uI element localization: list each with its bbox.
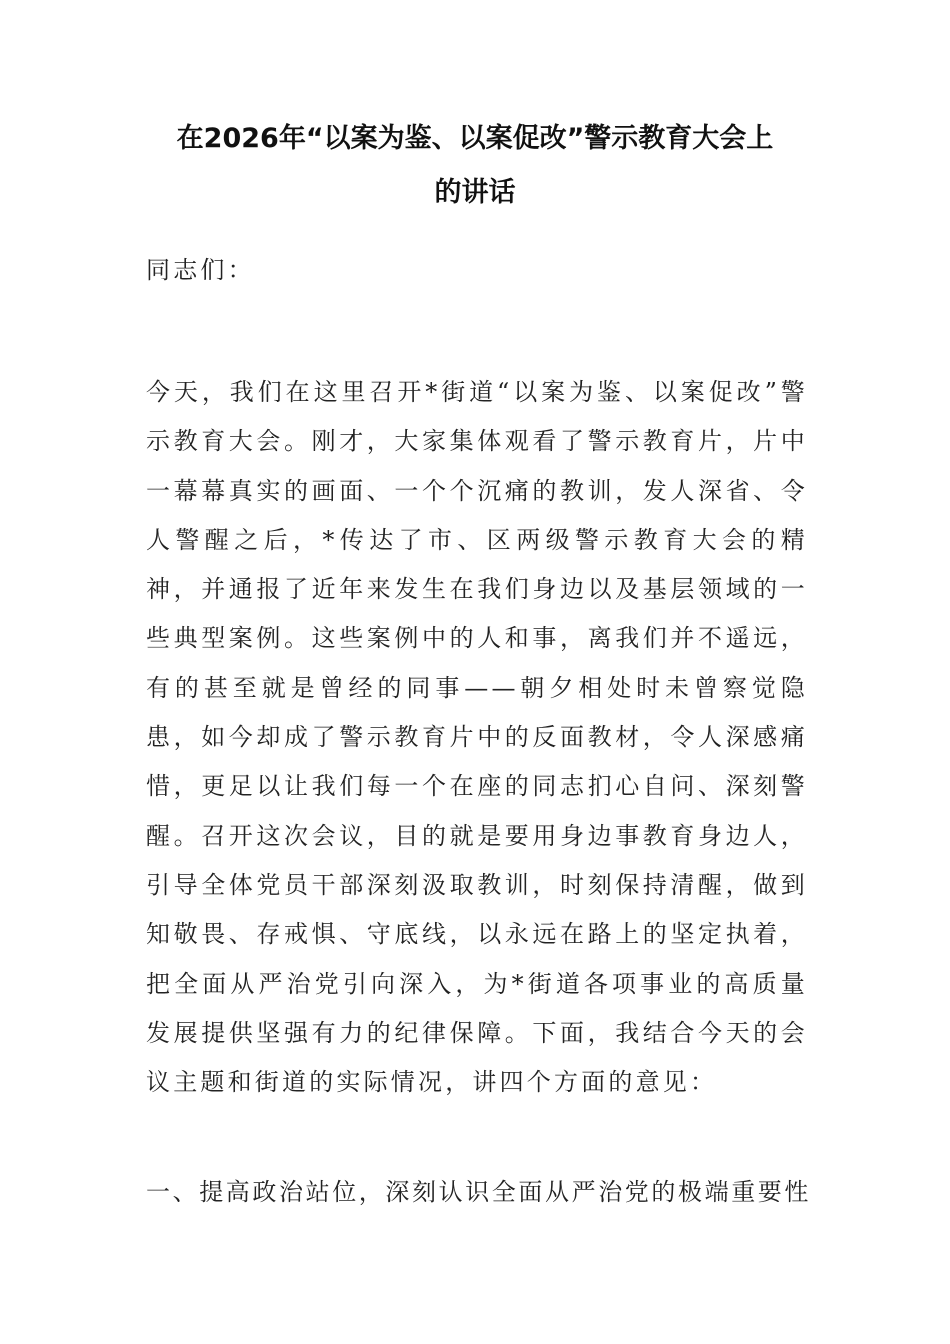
title-line-2: 的讲话 xyxy=(434,177,516,208)
title-line-1: 在2026年“以案为鉴、以案促改”警示教育大会上 xyxy=(176,123,774,154)
salutation: 同志们： xyxy=(146,256,255,284)
document-title xyxy=(130,112,820,220)
intro-paragraph: 今天，我们在这里召开*街道“以案为鉴、以案促改”警示教育大会。刚才，大家集体观看了警示教育片，片中一幕幕真实的画面、一个个沉痛的教训，发人深省、令人警醒之后，*传达了市、区两级警示教育大会的精神，并通报了近年来发生在我们身边以及基层领域的一些典型案例。这些案例中的人和事，离我们并不遥远，有的甚至就是曾经的同事——朝夕相处时未曾察觉隐患，如今却成了警示教育片中的反面教材，令人深感痛惜，更足以让我们每一个在座的同志扪心自问、深刻警醒。召开这次会议，目的就是要用身边事教育身边人，引导全体党员干部深刻汲取教训，时刻保持清醒，做到知敬畏、存戒惧、守底线，以永远在路上的坚定执着，把全面从严治党引向深入，为*街道各项事业的高质量发展提供坚强有力的纪律保障。下面，我结合今天的会议主题和街道的实际情况，讲四个方面的意见： xyxy=(146,378,808,1097)
section-heading: 一、提高政治站位，深刻认识全面从严治党的极端重要性 xyxy=(146,1178,811,1206)
